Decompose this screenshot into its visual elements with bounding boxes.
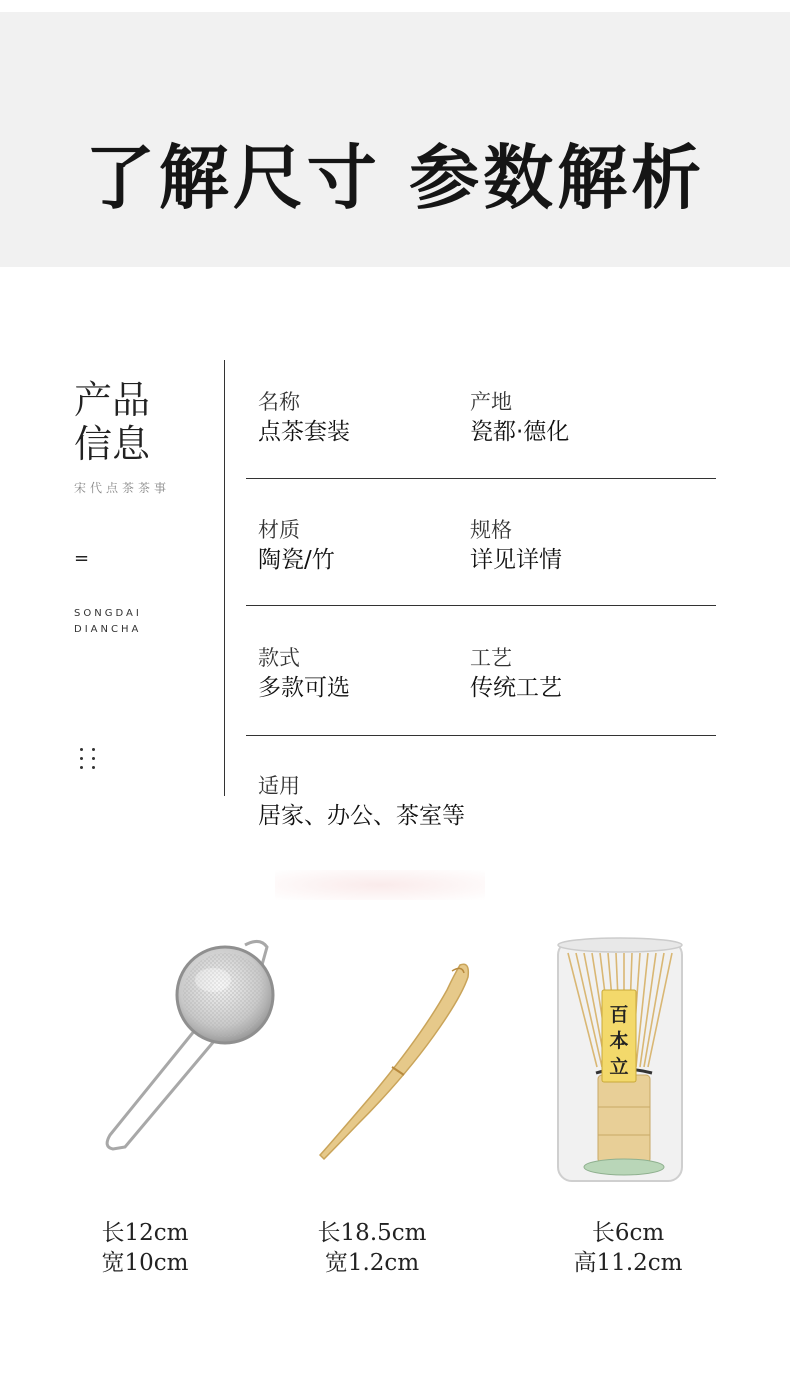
decorative-glow <box>275 870 485 900</box>
spec-value: 详见详情 <box>470 547 562 573</box>
spec-style <box>258 644 350 704</box>
spec-value: 瓷都·德化 <box>470 419 570 445</box>
spec-label: 适用 <box>258 774 300 798</box>
row-divider <box>246 735 716 736</box>
whisk-label-text: 百本立 <box>609 1004 629 1078</box>
spec-label: 规格 <box>470 518 512 542</box>
spec-value: 多款可选 <box>258 675 350 701</box>
dimension-width: 宽10cm <box>101 1250 189 1276</box>
page-title: 了解尺寸 参数解析 <box>84 136 706 219</box>
dimension-length: 长12cm <box>101 1220 189 1246</box>
vertical-divider <box>224 360 225 796</box>
section-title-line2: 信息 <box>74 422 151 466</box>
section-subtitle: 宋代点茶茶事 <box>74 481 171 495</box>
dimension-length: 长6cm <box>591 1220 665 1246</box>
tea-scoop-image <box>312 955 477 1165</box>
dimension-height: 高11.2cm <box>573 1250 683 1276</box>
spec-size <box>470 516 562 576</box>
spec-usage <box>258 772 465 832</box>
section-title <box>74 378 150 466</box>
english-caption-line2: DIANCHA <box>74 624 142 635</box>
section-title-line1: 产品 <box>74 378 151 422</box>
strainer-image <box>95 935 280 1160</box>
whisk-dimensions <box>548 1218 708 1278</box>
spec-name <box>258 388 350 448</box>
row-divider <box>246 478 716 479</box>
spec-label: 产地 <box>470 390 512 414</box>
spec-craft <box>470 644 562 704</box>
tea-scoop-dimensions <box>297 1218 447 1278</box>
dimension-length: 长18.5cm <box>317 1220 427 1246</box>
spec-value: 居家、办公、茶室等 <box>258 803 465 829</box>
spec-value: 点茶套装 <box>258 419 350 445</box>
row-divider <box>246 605 716 606</box>
decorative-dash: = <box>74 548 90 569</box>
spec-label: 材质 <box>258 518 300 542</box>
spec-label: 名称 <box>258 390 300 414</box>
spec-label: 款式 <box>258 646 300 670</box>
spec-value: 陶瓷/竹 <box>258 547 335 573</box>
spec-origin <box>470 388 569 448</box>
spec-label: 工艺 <box>470 646 512 670</box>
english-caption <box>74 606 142 638</box>
dots-decoration-icon <box>80 748 98 769</box>
spec-material <box>258 516 335 576</box>
header-banner <box>0 12 790 267</box>
spec-value: 传统工艺 <box>470 675 562 701</box>
strainer-dimensions <box>70 1218 220 1278</box>
english-caption-line1: SONGDAI <box>74 608 142 619</box>
dimension-width: 宽1.2cm <box>324 1250 420 1276</box>
